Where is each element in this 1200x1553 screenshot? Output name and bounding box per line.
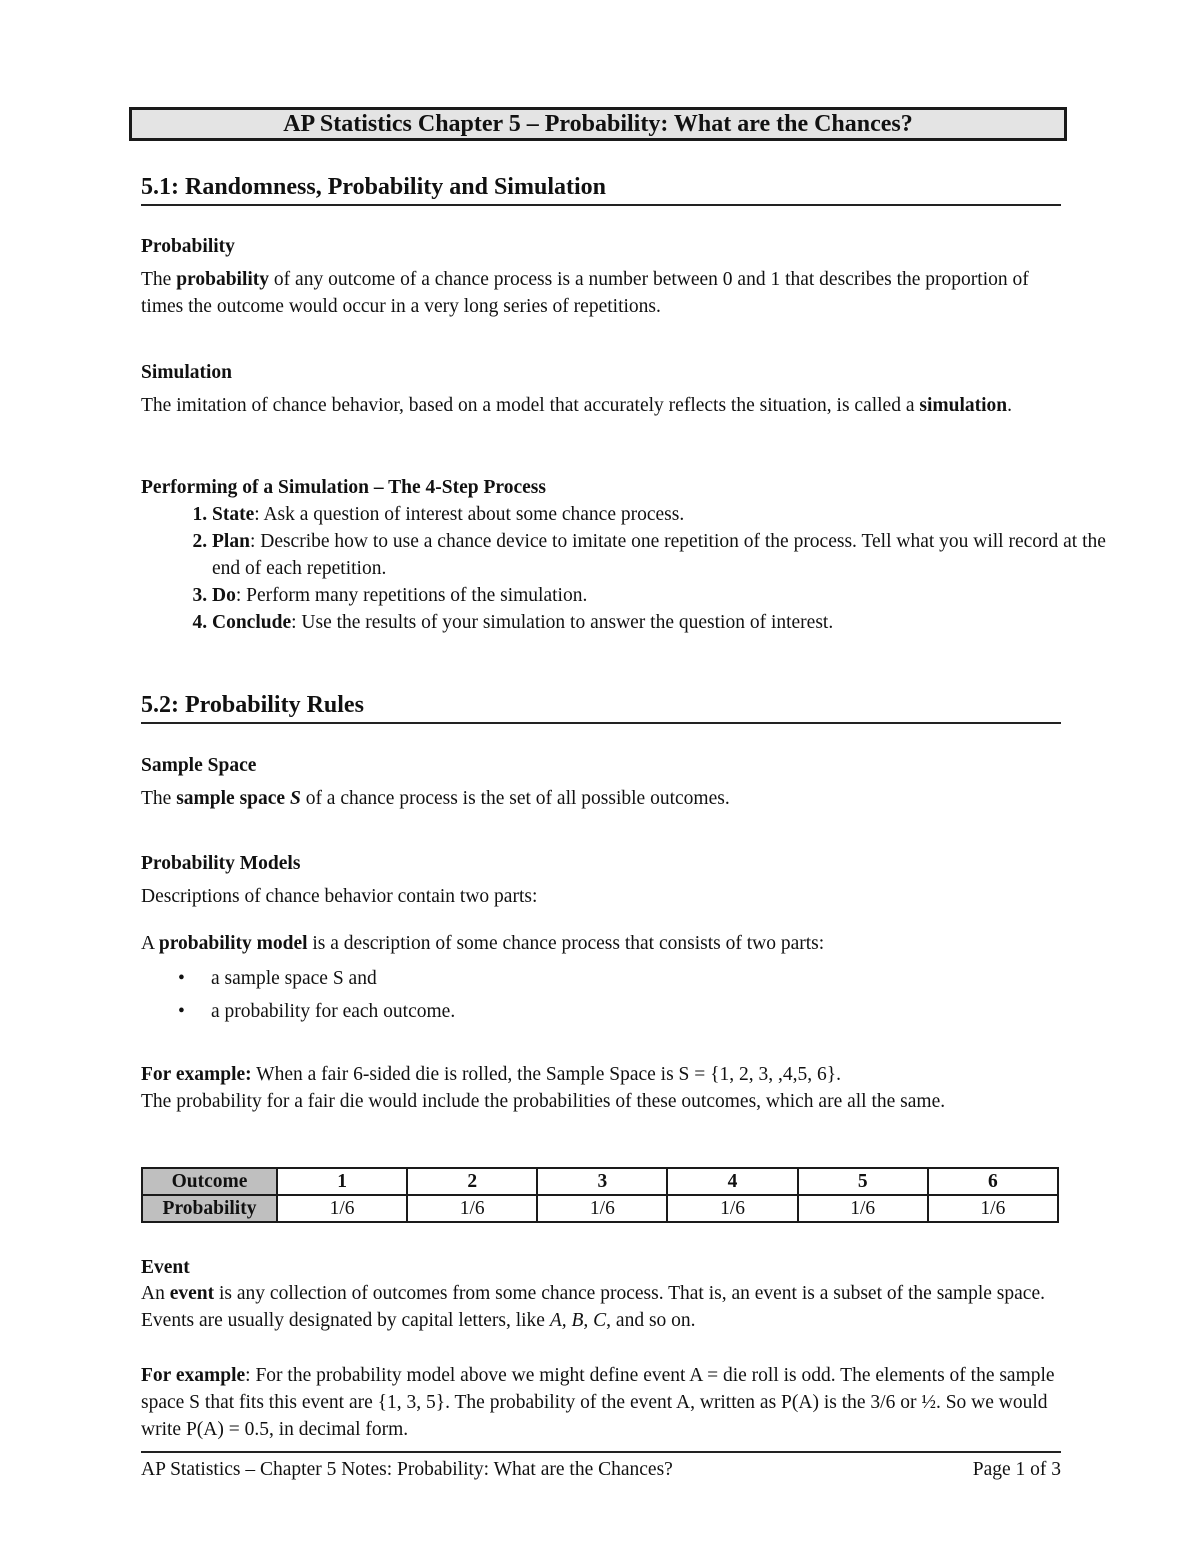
table-cell: 6 xyxy=(928,1168,1058,1195)
simulation-heading: Simulation xyxy=(141,362,233,383)
footer-divider xyxy=(141,1451,1061,1453)
probability-models-heading: Probability Models xyxy=(141,853,301,874)
simulation-term: simulation xyxy=(919,395,1008,416)
section-heading-5-2: 5.2: Probability Rules xyxy=(141,690,1061,724)
sample-space-heading: Sample Space xyxy=(141,755,257,776)
table-cell: 1/6 xyxy=(667,1195,797,1222)
table-cell: 1/6 xyxy=(537,1195,667,1222)
table-cell: 1/6 xyxy=(928,1195,1058,1222)
example-label: For example: xyxy=(141,1064,252,1085)
probability-model-definition: A probability model is a description of some chance process that consists of two parts: xyxy=(141,933,825,954)
table-cell: 5 xyxy=(798,1168,928,1195)
simulation-definition: The imitation of chance behavior, based on a model that accurately reflects the situation, is called a simulation. xyxy=(141,395,1013,416)
sample-space-term: sample space S xyxy=(176,788,301,809)
table-header-probability: Probability xyxy=(142,1195,277,1222)
event-term: event xyxy=(169,1283,215,1304)
sample-space-definition: The sample space S of a chance process is the set of all possible outcomes. xyxy=(141,788,730,809)
model-parts-list xyxy=(141,962,1041,1028)
probability-table xyxy=(141,1167,1059,1223)
list-item: 4. Conclude: Use the results of your simulation to answer the question of interest. xyxy=(212,609,1112,636)
table-cell: 4 xyxy=(667,1168,797,1195)
process-heading: Performing of a Simulation – The 4-Step Process xyxy=(141,477,546,498)
table-cell: 3 xyxy=(537,1168,667,1195)
die-example: For example: When a fair 6-sided die is rolled, the Sample Space is S = {1, 2, 3, ,4,5, 6}. The probability for a fair die would include the probabilities of these outcomes, which are all the same. xyxy=(141,1064,946,1112)
probability-term: probability xyxy=(176,269,270,290)
probability-model-term: probability model xyxy=(158,933,308,954)
event-definition: An event is any collection of outcomes from some chance process. That is, an event is a subset of the sample space. Events are usually designated by capital letters, like A, B, C, and so on. xyxy=(141,1283,1045,1331)
list-item: 2. Plan: Describe how to use a chance device to imitate one repetition of the process. Tell what you will record at the end of each repetition. xyxy=(212,528,1112,582)
section-heading-5-1: 5.1: Randomness, Probability and Simulation xyxy=(141,172,1061,206)
table-cell: 1/6 xyxy=(277,1195,407,1222)
example-label: For example xyxy=(141,1365,246,1386)
list-item: • a probability for each outcome. xyxy=(141,995,1041,1028)
table-cell: 1/6 xyxy=(798,1195,928,1222)
footer-title: AP Statistics – Chapter 5 Notes: Probability: What are the Chances? xyxy=(141,1459,673,1480)
list-item: 1. State: Ask a question of interest about some chance process. xyxy=(212,501,1112,528)
table-cell: 1/6 xyxy=(407,1195,537,1222)
bullet-icon: • xyxy=(178,1001,185,1022)
list-item: 3. Do: Perform many repetitions of the simulation. xyxy=(212,582,1112,609)
table-row xyxy=(142,1195,1058,1222)
probability-definition: The probability of any outcome of a chance process is a number between 0 and 1 that describes the proportion of times the outcome would occur in a very long series of repetitions. xyxy=(141,269,1029,317)
page-title: AP Statistics Chapter 5 – Probability: What are the Chances? xyxy=(129,107,1067,141)
probability-models-intro: Descriptions of chance behavior contain two parts: xyxy=(141,886,538,907)
event-heading: Event xyxy=(141,1257,190,1278)
table-row xyxy=(142,1168,1058,1195)
simulation-steps-list xyxy=(141,501,1112,636)
odd-roll-example: For example: For the probability model above we might define event A = die roll is odd. The elements of the sample space S that fits this event are {1, 3, 5}. The probability of the event A, written as P(A) is the 3/6 or ½. So we would write P(A) = 0.5, in decimal form. xyxy=(141,1365,1055,1440)
bullet-icon: • xyxy=(178,968,185,989)
table-header-outcome: Outcome xyxy=(142,1168,277,1195)
table-cell: 1 xyxy=(277,1168,407,1195)
table-cell: 2 xyxy=(407,1168,537,1195)
probability-heading: Probability xyxy=(141,236,235,257)
page-number: Page 1 of 3 xyxy=(972,1459,1061,1480)
list-item: • a sample space S and xyxy=(141,962,1041,995)
